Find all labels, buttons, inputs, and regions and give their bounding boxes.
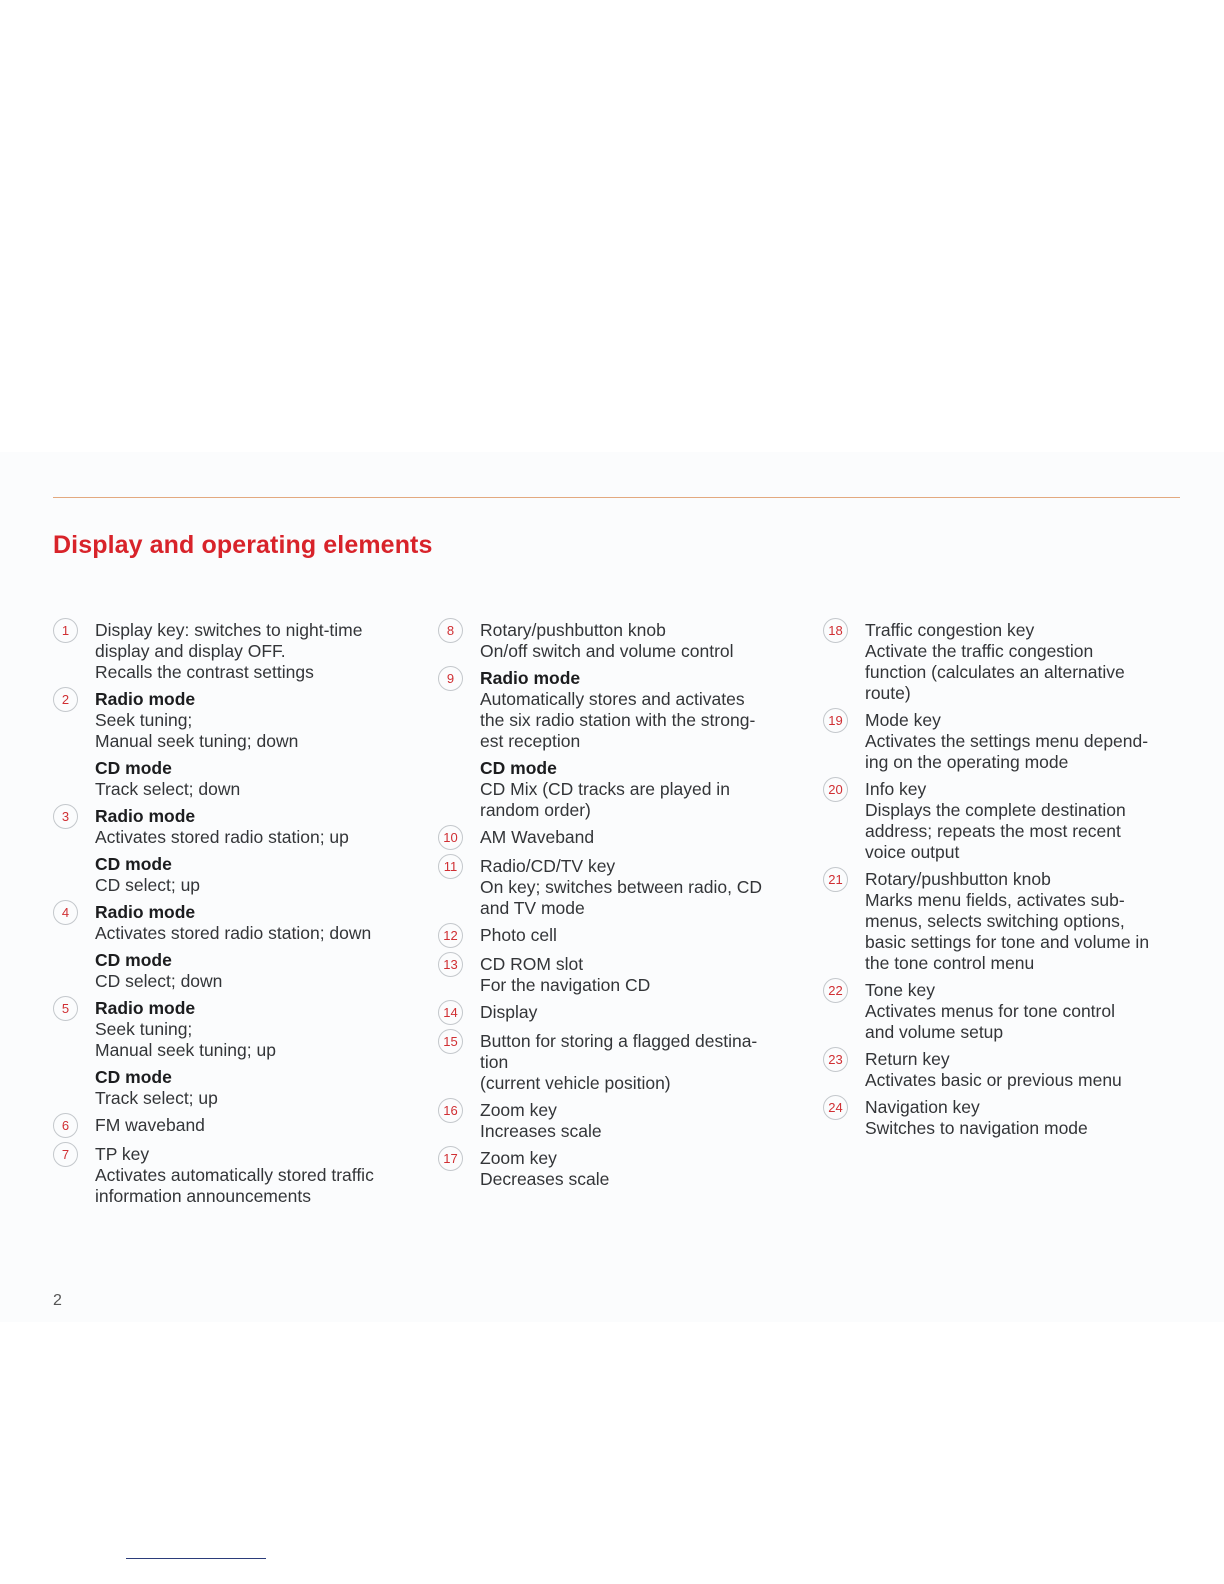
- element-item: [53, 620, 413, 683]
- item-description: [865, 620, 1125, 704]
- item-number-badge: 24: [823, 1095, 848, 1120]
- description-line: Activates stored radio station; up: [95, 827, 349, 847]
- element-item: [438, 620, 803, 662]
- column-2: [438, 620, 803, 1196]
- description-line: Decreases scale: [480, 1169, 610, 1189]
- item-number-badge: 2: [53, 687, 78, 712]
- description-line: Rotary/pushbutton knob: [865, 869, 1051, 889]
- description-line: Info key: [865, 779, 927, 799]
- item-description: [865, 1049, 1122, 1091]
- description-line: voice output: [865, 842, 960, 862]
- page-number: 2: [53, 1292, 62, 1309]
- column-3: [823, 620, 1193, 1145]
- item-number-badge: 4: [53, 900, 78, 925]
- item-description: [480, 925, 557, 946]
- description-line: Displays the complete destination: [865, 800, 1126, 820]
- element-item: [53, 689, 413, 800]
- mode-heading: CD mode: [480, 758, 557, 778]
- item-number-badge: 13: [438, 952, 463, 977]
- item-number-badge: 16: [438, 1098, 463, 1123]
- description-line: CD Mix (CD tracks are played in: [480, 779, 730, 799]
- description-line: Zoom key: [480, 1100, 557, 1120]
- description-line: TP key: [95, 1144, 150, 1164]
- header-rule: [53, 497, 1180, 498]
- description-line: Switches to navigation mode: [865, 1118, 1088, 1138]
- description-line: Seek tuning;: [95, 1019, 193, 1039]
- item-description: [95, 689, 298, 800]
- item-description: [865, 779, 1126, 863]
- description-line: Display key: switches to night-time: [95, 620, 363, 640]
- item-description: [865, 710, 1148, 773]
- description-line: Activates the settings menu depend-: [865, 731, 1149, 751]
- description-line: CD ROM slot: [480, 954, 584, 974]
- element-item: [823, 620, 1193, 704]
- item-description: [480, 827, 594, 848]
- description-line: CD select; up: [95, 875, 201, 895]
- item-description: [480, 1148, 609, 1190]
- element-item: [438, 925, 803, 948]
- description-line: For the navigation CD: [480, 975, 651, 995]
- item-description: [95, 1144, 374, 1207]
- item-description: [95, 902, 371, 992]
- description-line: Photo cell: [480, 925, 557, 945]
- description-line: Marks menu fields, activates sub-: [865, 890, 1125, 910]
- description-line: Navigation key: [865, 1097, 980, 1117]
- description-line: menus, selects switching options,: [865, 911, 1125, 931]
- description-line: Mode key: [865, 710, 941, 730]
- item-number-badge: 14: [438, 1000, 463, 1025]
- description-line: Automatically stores and activates: [480, 689, 745, 709]
- description-line: Activates menus for tone control: [865, 1001, 1115, 1021]
- description-line: address; repeats the most recent: [865, 821, 1121, 841]
- description-line: Traffic congestion key: [865, 620, 1035, 640]
- column-1: [53, 620, 413, 1213]
- description-line: Manual seek tuning; up: [95, 1040, 276, 1060]
- description-line: the six radio station with the strong-: [480, 710, 756, 730]
- description-line: Display: [480, 1002, 538, 1022]
- description-line: Activates automatically stored traffic: [95, 1165, 374, 1185]
- description-line: Activate the traffic congestion: [865, 641, 1094, 661]
- item-number-badge: 22: [823, 978, 848, 1003]
- item-number-badge: 5: [53, 996, 78, 1021]
- item-description: [865, 869, 1149, 974]
- mode-heading: CD mode: [95, 758, 172, 778]
- item-number-badge: 12: [438, 923, 463, 948]
- description-line: and TV mode: [480, 898, 585, 918]
- item-description: [480, 668, 755, 821]
- description-line: Track select; up: [95, 1088, 218, 1108]
- element-item: [823, 1049, 1193, 1091]
- description-line: est reception: [480, 731, 581, 751]
- mode-heading: Radio mode: [95, 998, 196, 1018]
- item-description: [480, 1031, 757, 1094]
- item-description: [865, 1097, 1088, 1139]
- item-description: [480, 1002, 537, 1023]
- element-item: [438, 1100, 803, 1142]
- description-line: FM waveband: [95, 1115, 205, 1135]
- item-number-badge: 6: [53, 1113, 78, 1138]
- element-item: [53, 1115, 413, 1138]
- description-line: Seek tuning;: [95, 710, 193, 730]
- description-line: information announcements: [95, 1186, 311, 1206]
- description-line: route): [865, 683, 911, 703]
- item-description: [480, 620, 734, 662]
- element-item: [438, 1148, 803, 1190]
- item-number-badge: 23: [823, 1047, 848, 1072]
- item-number-badge: 15: [438, 1029, 463, 1054]
- description-line: and volume setup: [865, 1022, 1004, 1042]
- element-item: [823, 869, 1193, 974]
- description-line: Button for storing a flagged destina-: [480, 1031, 758, 1051]
- description-line: Activates basic or previous menu: [865, 1070, 1122, 1090]
- element-item: [438, 954, 803, 996]
- footer-rule: [126, 1558, 266, 1559]
- item-number-badge: 7: [53, 1142, 78, 1167]
- description-line: Return key: [865, 1049, 950, 1069]
- description-line: display and display OFF.: [95, 641, 286, 661]
- item-number-badge: 18: [823, 618, 848, 643]
- item-number-badge: 21: [823, 867, 848, 892]
- item-description: [865, 980, 1115, 1043]
- element-item: [823, 779, 1193, 863]
- description-line: Tone key: [865, 980, 936, 1000]
- item-number-badge: 11: [438, 854, 463, 879]
- description-line: AM Waveband: [480, 827, 595, 847]
- element-item: [438, 668, 803, 821]
- description-line: random order): [480, 800, 591, 820]
- description-line: Recalls the contrast settings: [95, 662, 314, 682]
- mode-heading: Radio mode: [95, 689, 196, 709]
- description-line: tion: [480, 1052, 509, 1072]
- element-item: [823, 980, 1193, 1043]
- mode-heading: Radio mode: [480, 668, 581, 688]
- description-line: Manual seek tuning; down: [95, 731, 299, 751]
- item-description: [95, 806, 349, 896]
- item-description: [480, 856, 762, 919]
- description-line: ing on the operating mode: [865, 752, 1069, 772]
- description-line: basic settings for tone and volume in: [865, 932, 1150, 952]
- element-item: [438, 856, 803, 919]
- item-number-badge: 1: [53, 618, 78, 643]
- mode-heading: CD mode: [95, 950, 172, 970]
- element-item: [53, 806, 413, 896]
- element-item: [53, 1144, 413, 1207]
- description-line: Increases scale: [480, 1121, 602, 1141]
- item-number-badge: 9: [438, 666, 463, 691]
- element-item: [438, 1031, 803, 1094]
- mode-heading: Radio mode: [95, 902, 196, 922]
- mode-heading: CD mode: [95, 854, 172, 874]
- item-number-badge: 19: [823, 708, 848, 733]
- item-description: [95, 1115, 205, 1136]
- description-line: Track select; down: [95, 779, 241, 799]
- page-title: Display and operating elements: [53, 531, 433, 559]
- description-line: Rotary/pushbutton knob: [480, 620, 666, 640]
- description-line: On key; switches between radio, CD: [480, 877, 763, 897]
- description-line: CD select; down: [95, 971, 223, 991]
- element-item: [53, 998, 413, 1109]
- element-item: [438, 827, 803, 850]
- description-line: function (calculates an alternative: [865, 662, 1125, 682]
- description-line: (current vehicle position): [480, 1073, 671, 1093]
- description-line: the tone control menu: [865, 953, 1035, 973]
- item-number-badge: 20: [823, 777, 848, 802]
- item-number-badge: 8: [438, 618, 463, 643]
- description-line: On/off switch and volume control: [480, 641, 734, 661]
- element-item: [823, 710, 1193, 773]
- description-line: Radio/CD/TV key: [480, 856, 616, 876]
- item-description: [480, 954, 650, 996]
- item-number-badge: 10: [438, 825, 463, 850]
- item-number-badge: 3: [53, 804, 78, 829]
- mode-heading: CD mode: [95, 1067, 172, 1087]
- item-description: [95, 620, 362, 683]
- mode-heading: Radio mode: [95, 806, 196, 826]
- item-number-badge: 17: [438, 1146, 463, 1171]
- element-item: [438, 1002, 803, 1025]
- element-item: [823, 1097, 1193, 1139]
- item-description: [95, 998, 276, 1109]
- description-line: Zoom key: [480, 1148, 557, 1168]
- element-item: [53, 902, 413, 992]
- description-line: Activates stored radio station; down: [95, 923, 372, 943]
- item-description: [480, 1100, 602, 1142]
